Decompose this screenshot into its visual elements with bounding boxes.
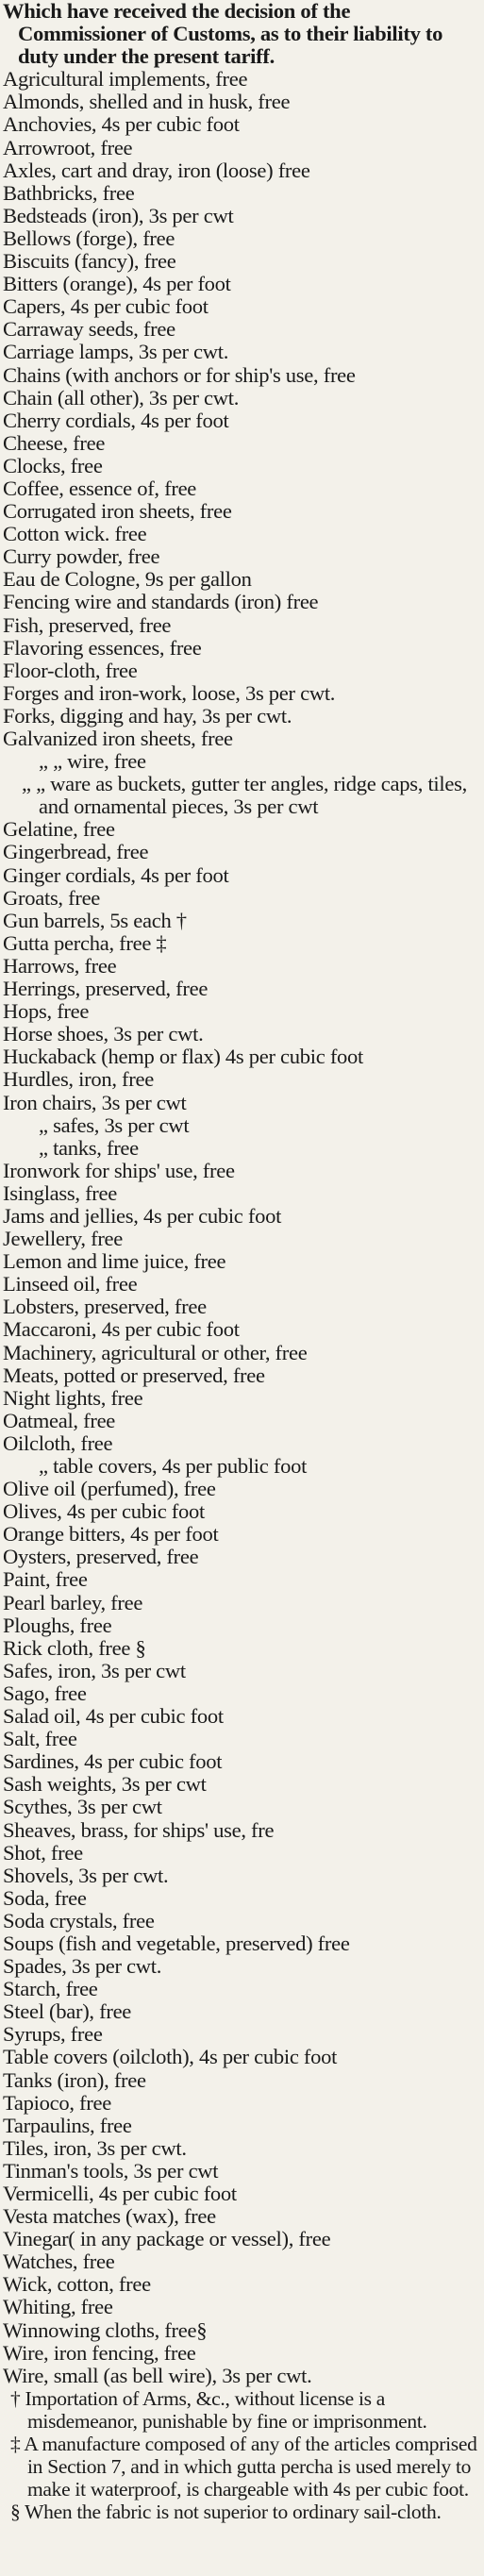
tariff-entry: Steel (bar), free <box>3 1999 132 2024</box>
tariff-entry: Tinman's tools, 3s per cwt <box>3 2158 219 2183</box>
tariff-entry: Tiles, iron, 3s per cwt. <box>3 2135 187 2160</box>
tariff-entry: Tarpaulins, free <box>3 2113 132 2137</box>
tariff-entry: Orange bitters, 4s per foot <box>3 1522 219 1547</box>
tariff-entry: Safes, iron, 3s per cwt <box>3 1658 186 1682</box>
tariff-entry: Iron chairs, 3s per cwt <box>3 1090 187 1114</box>
tariff-entry: Coffee, essence of, free <box>3 476 197 500</box>
tariff-entry: Groats, free <box>3 885 101 910</box>
tariff-entry: Watches, free <box>3 2250 115 2274</box>
tariff-entry: Olive oil (perfumed), free <box>3 1477 216 1501</box>
tariff-entry: Starch, free <box>3 1977 98 2001</box>
tariff-entry: „ table covers, 4s per public foot <box>39 1454 308 1478</box>
tariff-entry: Clocks, free <box>3 453 103 477</box>
tariff-entry: Tanks (iron), free <box>3 2067 146 2092</box>
tariff-entry: Capers, 4s per cubic foot <box>3 294 209 319</box>
tariff-entry: Ironwork for ships' use, free <box>3 1158 235 1182</box>
tariff-entry: Hops, free <box>3 999 90 1024</box>
tariff-entry: Sago, free <box>3 1681 87 1705</box>
tariff-entry: Axles, cart and dray, iron (loose) free <box>3 158 310 182</box>
tariff-entry: Sash weights, 3s per cwt <box>3 1772 207 1797</box>
tariff-entry: Arrowroot, free <box>3 135 133 159</box>
tariff-entry: Isinglass, free <box>3 1180 117 1205</box>
tariff-entry: Scythes, 3s per cwt <box>3 1795 162 1819</box>
tariff-entry: Jewellery, free <box>3 1227 124 1251</box>
footnotes <box>3 2387 480 2524</box>
tariff-entry: Fish, preserved, free <box>3 612 172 637</box>
tariff-entry: Wick, cotton, free <box>3 2272 151 2297</box>
tariff-entry: Corrugated iron sheets, free <box>3 499 232 524</box>
tariff-entry: Flavoring essences, free <box>3 635 202 660</box>
footnote: ‡ A manufacture composed of any of the articles comprised in Section 7, and in which gutta percha is used merely to make it waterproof, is chargeable with 4s per cubic foot. <box>10 2433 477 2501</box>
tariff-entry: Wire, small (as bell wire), 3s per cwt. <box>3 2363 312 2387</box>
tariff-entry: „ „ wire, free <box>39 749 146 774</box>
tariff-entry: Lemon and lime juice, free <box>3 1249 226 1274</box>
tariff-entry: Agricultural implements, free <box>3 67 248 92</box>
tariff-entry: Chain (all other), 3s per cwt. <box>3 385 240 410</box>
tariff-entry: Sheaves, brass, for ships' use, fre <box>3 1817 275 1842</box>
tariff-entry: Ginger cordials, 4s per foot <box>3 862 229 887</box>
tariff-entry: Carraway seeds, free <box>3 317 175 342</box>
tariff-entry: Fencing wire and standards (iron) free <box>3 590 319 614</box>
tariff-entry: Shot, free <box>3 1840 83 1865</box>
tariff-entry: Sardines, 4s per cubic foot <box>3 1749 223 1774</box>
footnote: † Importation of Arms, &c., without license is a misdemeanor, punishable by fine or imprisonment. <box>10 2386 427 2433</box>
tariff-entry: Gun barrels, 5s each † <box>3 908 187 932</box>
tariff-entry: Bedsteads (iron), 3s per cwt <box>3 203 234 227</box>
tariff-entry: Floor-cloth, free <box>3 658 138 682</box>
tariff-entry: Table covers (oilcloth), 4s per cubic foot <box>3 2045 338 2069</box>
tariff-entry: Winnowing cloths, free§ <box>3 2317 208 2342</box>
tariff-entry: Curry powder, free <box>3 544 160 569</box>
tariff-entry: Maccaroni, 4s per cubic foot <box>3 1317 240 1342</box>
intro-heading: Which have received the decision of the Commissioner of Customs, as to their liability to duty under the present tariff. <box>3 0 443 69</box>
tariff-entry: Wire, iron fencing, free <box>3 2340 196 2365</box>
tariff-entry: Linseed oil, free <box>3 1272 138 1296</box>
tariff-entry: „ „ ware as buckets, gutter ter angles, ridge caps, tiles, and ornamental pieces, 3s per cwt <box>22 772 467 819</box>
tariff-entry: Vinegar( in any package or vessel), free <box>3 2227 331 2251</box>
tariff-entry: Biscuits (fancy), free <box>3 249 176 274</box>
tariff-entry: Bitters (orange), 4s per foot <box>3 272 231 296</box>
tariff-entry: Forges and iron-work, loose, 3s per cwt. <box>3 680 336 705</box>
tariff-entry: Lobsters, preserved, free <box>3 1295 207 1319</box>
tariff-entry: Gelatine, free <box>3 817 115 842</box>
tariff-entry: Rick cloth, free § <box>3 1635 146 1660</box>
tariff-entry: Jams and jellies, 4s per cubic foot <box>3 1203 282 1228</box>
tariff-entry: Huckaback (hemp or flax) 4s per cubic foot <box>3 1045 364 1069</box>
tariff-entry: Oatmeal, free <box>3 1408 116 1432</box>
tariff-entry: Gingerbread, free <box>3 840 149 864</box>
entries-list <box>3 68 480 2387</box>
tariff-entry: Forks, digging and hay, 3s per cwt. <box>3 703 292 728</box>
tariff-entry: Gutta percha, free ‡ <box>3 930 167 955</box>
tariff-entry: Vermicelli, 4s per cubic foot <box>3 2182 237 2205</box>
tariff-entry: Vesta matches (wax), free <box>3 2204 216 2229</box>
tariff-entry: Shovels, 3s per cwt. <box>3 1863 169 1887</box>
tariff-entry: Syrups, free <box>3 2022 103 2047</box>
tariff-entry: Galvanized iron sheets, free <box>3 727 233 750</box>
tariff-entry: Almonds, shelled and in husk, free <box>3 90 291 114</box>
tariff-entry: Cherry cordials, 4s per foot <box>3 408 229 432</box>
tariff-entry: Soda crystals, free <box>3 1908 155 1932</box>
footnote: § When the fabric is not superior to ordinary sail-cloth. <box>10 2501 442 2524</box>
tariff-entry: Herrings, preserved, free <box>3 977 209 1001</box>
tariff-entry: Eau de Cologne, 9s per gallon <box>3 567 252 592</box>
tariff-entry: Whiting, free <box>3 2295 113 2319</box>
tariff-entry: Meats, potted or preserved, free <box>3 1363 265 1387</box>
tariff-entry: Night lights, free <box>3 1385 143 1410</box>
tariff-entry: Salt, free <box>3 1727 77 1751</box>
tariff-entry: Chains (with anchors or for ship's use, free <box>3 362 356 387</box>
tariff-entry: Anchovies, 4s per cubic foot <box>3 112 240 137</box>
tariff-entry: Tapioco, free <box>3 2090 111 2115</box>
tariff-entry: Cotton wick. free <box>3 522 147 546</box>
tariff-entry: Soups (fish and vegetable, preserved) free <box>3 1931 350 1955</box>
tariff-entry: Cheese, free <box>3 430 106 455</box>
tariff-entry: Ploughs, free <box>3 1613 112 1637</box>
tariff-entry: Spades, 3s per cwt. <box>3 1954 162 1979</box>
tariff-entry: Oysters, preserved, free <box>3 1545 199 1569</box>
tariff-entry: Oilcloth, free <box>3 1430 113 1455</box>
tariff-entry: „ safes, 3s per cwt <box>39 1112 190 1137</box>
tariff-entry: Pearl barley, free <box>3 1590 143 1614</box>
tariff-entry: Paint, free <box>3 1567 88 1592</box>
tariff-entry: Horse shoes, 3s per cwt. <box>3 1022 204 1046</box>
tariff-entry: Carriage lamps, 3s per cwt. <box>3 340 229 364</box>
tariff-entry: Machinery, agricultural or other, free <box>3 1340 308 1364</box>
tariff-entry: Bellows (forge), free <box>3 226 175 250</box>
tariff-entry: Soda, free <box>3 1885 87 1910</box>
tariff-entry: Hurdles, iron, free <box>3 1067 154 1092</box>
tariff-entry: Olives, 4s per cubic foot <box>3 1499 205 1524</box>
tariff-list <box>3 0 480 2523</box>
tariff-entry: Salad oil, 4s per cubic foot <box>3 1704 224 1729</box>
tariff-entry: Harrows, free <box>3 953 117 978</box>
tariff-entry: „ tanks, free <box>39 1135 139 1160</box>
tariff-entry: Bathbricks, free <box>3 180 135 205</box>
